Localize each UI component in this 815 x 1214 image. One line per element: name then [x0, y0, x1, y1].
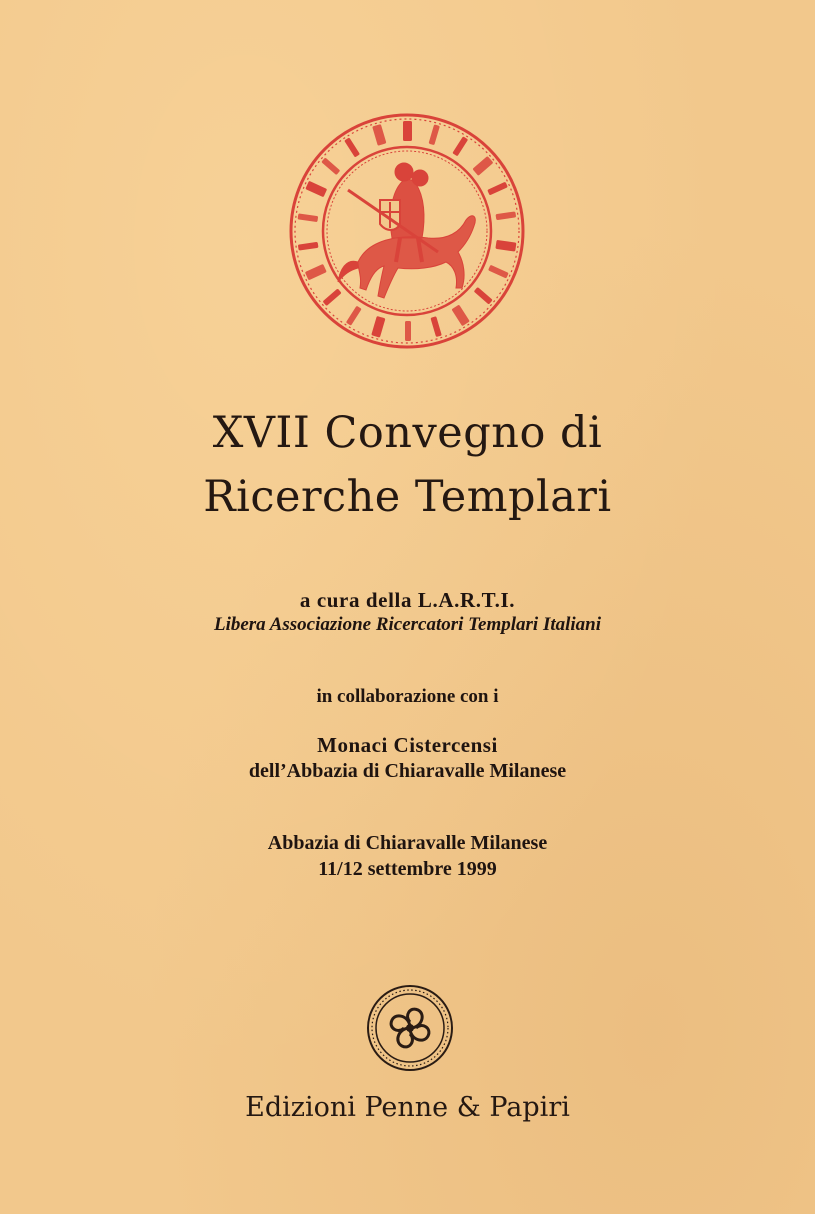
curator-subtitle: Libera Associazione Ricercatori Templari Italiani [213, 614, 602, 635]
publisher-name: Edizioni Penne & Papiri [245, 1092, 570, 1123]
templar-seal-icon [288, 112, 526, 350]
event-date: 11/12 settembre 1999 [318, 858, 497, 880]
collaborator-place: dell’Abbazia di Chiaravalle Milanese [248, 760, 567, 782]
title-line-1: XVII Convegno di [212, 408, 603, 458]
event-venue: Abbazia di Chiaravalle Milanese [267, 832, 548, 854]
title-line-2: Ricerche Templari [203, 472, 612, 522]
celtic-knot-icon [366, 984, 454, 1072]
collaborator-name: Monaci Cistercensi [317, 733, 498, 757]
curator-line: a cura della L.A.R.T.I. [299, 588, 516, 612]
collaboration-intro: in collaborazione con i [316, 686, 499, 707]
